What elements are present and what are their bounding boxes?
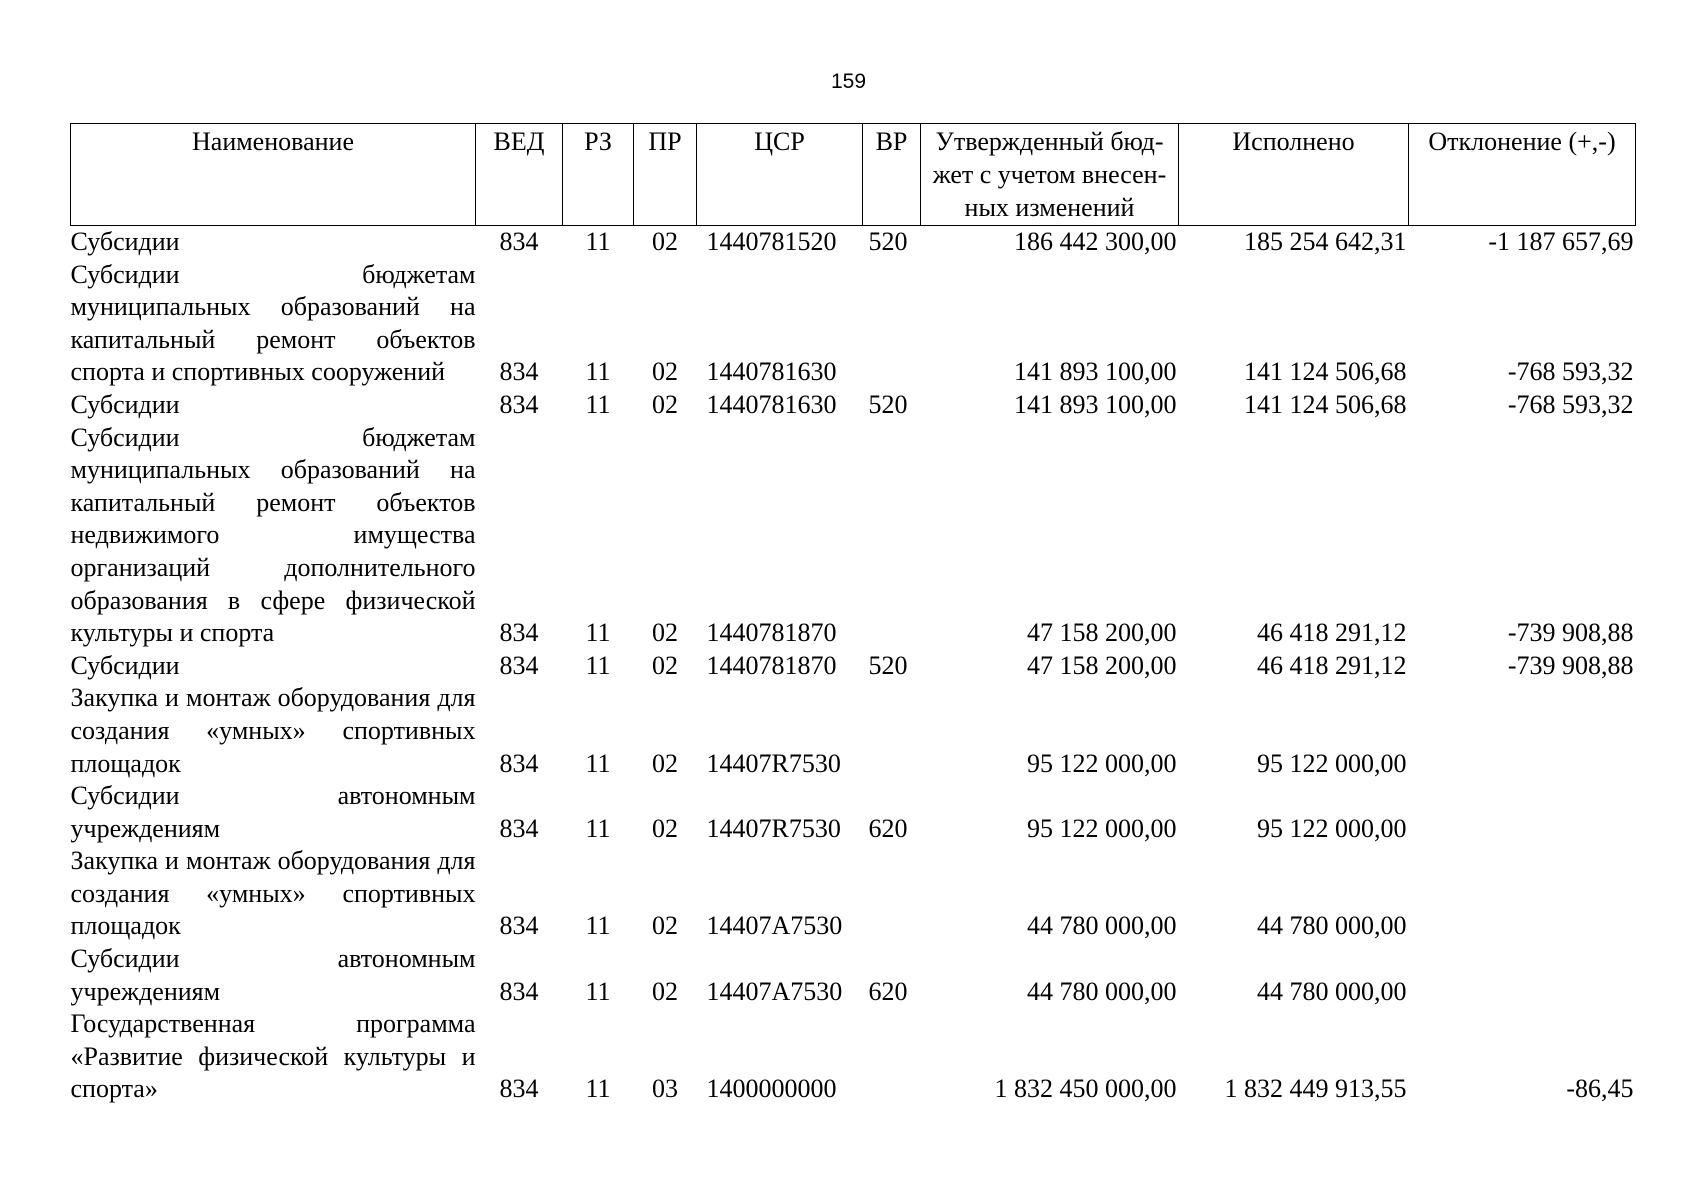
table-row — [71, 682, 1636, 780]
header-name: Наименование — [71, 124, 476, 226]
header-vr: ВР — [863, 124, 921, 226]
header-executed: Исполнено — [1179, 124, 1409, 226]
page-number: 159 — [830, 70, 867, 93]
row-executed: 185 254 642,31 — [1244, 227, 1407, 256]
row-ved: 834 — [499, 389, 539, 419]
row-rz: 11 — [585, 618, 611, 648]
row-executed: 46 418 291,12 — [1257, 650, 1407, 680]
row-pr: 02 — [652, 227, 678, 256]
header-budget-line: ных изменений — [964, 193, 1135, 222]
row-ved: 834 — [499, 618, 539, 648]
row-ved: 834 — [499, 813, 539, 843]
row-executed: 95 122 000,00 — [1257, 748, 1407, 778]
row-csr: 1440781520 — [706, 227, 837, 256]
row-rz: 11 — [585, 389, 611, 419]
row-csr: 14407A7530 — [706, 911, 843, 941]
row-csr: 14407A7530 — [706, 976, 843, 1006]
row-rz: 11 — [585, 813, 611, 843]
row-rz: 11 — [585, 748, 611, 778]
row-executed: 44 780 000,00 — [1257, 911, 1407, 941]
row-pr: 02 — [652, 813, 678, 843]
row-rz: 11 — [585, 1074, 611, 1104]
row-budget: 95 122 000,00 — [1027, 813, 1177, 843]
row-pr: 02 — [652, 748, 678, 778]
header-ved: ВЕД — [476, 124, 563, 226]
row-budget: 141 893 100,00 — [1014, 357, 1177, 387]
row-pr: 02 — [652, 618, 678, 648]
row-ved: 834 — [499, 911, 539, 941]
row-rz: 11 — [585, 911, 611, 941]
row-executed: 44 780 000,00 — [1257, 976, 1407, 1006]
row-vr: 520 — [868, 389, 908, 419]
header-pr: ПР — [634, 124, 697, 226]
row-budget: 1 832 450 000,00 — [994, 1074, 1177, 1104]
row-pr: 02 — [652, 357, 678, 387]
row-vr — [863, 682, 921, 780]
header-budget — [921, 124, 1179, 226]
row-name: Субсидии — [70, 650, 180, 680]
row-rz: 11 — [585, 357, 611, 387]
row-name: Субсидии автономным учреждениям — [70, 781, 476, 843]
row-executed: 141 124 506,68 — [1244, 357, 1407, 387]
row-deviation — [1409, 845, 1636, 943]
row-deviation: -1 187 657,69 — [1488, 227, 1634, 256]
row-budget: 47 158 200,00 — [1027, 650, 1177, 680]
table-row — [71, 389, 1636, 422]
row-pr: 02 — [652, 650, 678, 680]
row-deviation: -739 908,88 — [1507, 650, 1634, 680]
row-rz: 11 — [585, 227, 611, 256]
table-row — [71, 259, 1636, 389]
row-ved: 834 — [499, 1074, 539, 1104]
row-name: Закупка и монтаж оборудования для создания «умных» спортивных площадок — [70, 683, 476, 778]
row-name: Субсидии — [70, 227, 180, 256]
row-vr: 620 — [868, 813, 908, 843]
table-row — [71, 226, 1636, 259]
row-name: Субсидии бюджетам муниципальных образований на капитальный ремонт объектов недвижимого имущества организаций дополнительного образования в сфере физической культуры и спорта — [70, 422, 476, 648]
row-pr: 02 — [652, 976, 678, 1006]
table-row — [71, 1008, 1636, 1106]
row-deviation: -768 593,32 — [1507, 389, 1634, 419]
row-ved: 834 — [499, 650, 539, 680]
budget-table — [70, 123, 1636, 1106]
header-rz: РЗ — [563, 124, 634, 226]
row-vr — [863, 1008, 921, 1106]
row-executed: 46 418 291,12 — [1257, 618, 1407, 648]
row-vr: 620 — [868, 976, 908, 1006]
row-deviation — [1409, 682, 1636, 780]
header-row — [71, 124, 1636, 226]
row-vr — [863, 422, 921, 650]
row-csr: 1440781630 — [706, 357, 837, 387]
row-name: Закупка и монтаж оборудования для создания «умных» спортивных площадок — [70, 846, 476, 941]
table-row — [71, 943, 1636, 1008]
header-budget-line: жет с учетом внесен- — [932, 160, 1167, 189]
row-csr: 1400000000 — [706, 1074, 837, 1104]
row-ved: 834 — [499, 976, 539, 1006]
row-deviation — [1409, 943, 1636, 1008]
row-pr: 03 — [652, 1074, 678, 1104]
table-row — [71, 650, 1636, 683]
row-deviation — [1409, 780, 1636, 845]
row-vr: 520 — [868, 650, 908, 680]
row-name: Субсидии автономным учреждениям — [70, 944, 476, 1006]
row-pr: 02 — [652, 389, 678, 419]
row-vr — [863, 845, 921, 943]
row-deviation: -86,45 — [1566, 1074, 1634, 1104]
table-row — [71, 780, 1636, 845]
header-deviation: Отклонение (+,-) — [1409, 124, 1636, 226]
row-deviation: -739 908,88 — [1507, 618, 1634, 648]
row-executed: 1 832 449 913,55 — [1224, 1074, 1407, 1104]
row-csr: 1440781870 — [706, 650, 837, 680]
row-csr: 1440781870 — [706, 618, 837, 648]
table-row — [71, 845, 1636, 943]
row-name: Государственная программа «Развитие физической культуры и спорта» — [70, 1009, 476, 1104]
row-ved: 834 — [499, 748, 539, 778]
row-pr: 02 — [652, 911, 678, 941]
row-name: Субсидии бюджетам муниципальных образований на капитальный ремонт объектов спорта и спортивных сооружений — [70, 259, 476, 387]
row-budget: 186 442 300,00 — [1014, 227, 1177, 256]
row-budget: 95 122 000,00 — [1027, 748, 1177, 778]
row-csr: 1440781630 — [706, 389, 837, 419]
row-vr: 520 — [868, 227, 908, 256]
row-budget: 141 893 100,00 — [1014, 389, 1177, 419]
row-rz: 11 — [585, 650, 611, 680]
row-ved: 834 — [499, 357, 539, 387]
row-csr: 14407R7530 — [706, 748, 841, 778]
row-deviation: -768 593,32 — [1507, 357, 1634, 387]
row-budget: 47 158 200,00 — [1027, 618, 1177, 648]
row-budget: 44 780 000,00 — [1027, 911, 1177, 941]
row-ved: 834 — [499, 227, 539, 256]
row-name: Субсидии — [70, 389, 180, 419]
row-executed: 95 122 000,00 — [1257, 813, 1407, 843]
header-csr: ЦСР — [697, 124, 863, 226]
row-budget: 44 780 000,00 — [1027, 976, 1177, 1006]
row-rz: 11 — [585, 976, 611, 1006]
table-row — [71, 422, 1636, 650]
row-csr: 14407R7530 — [706, 813, 841, 843]
row-vr — [863, 259, 921, 389]
header-budget-line: Утвержденный бюд- — [935, 127, 1164, 156]
row-executed: 141 124 506,68 — [1244, 389, 1407, 419]
